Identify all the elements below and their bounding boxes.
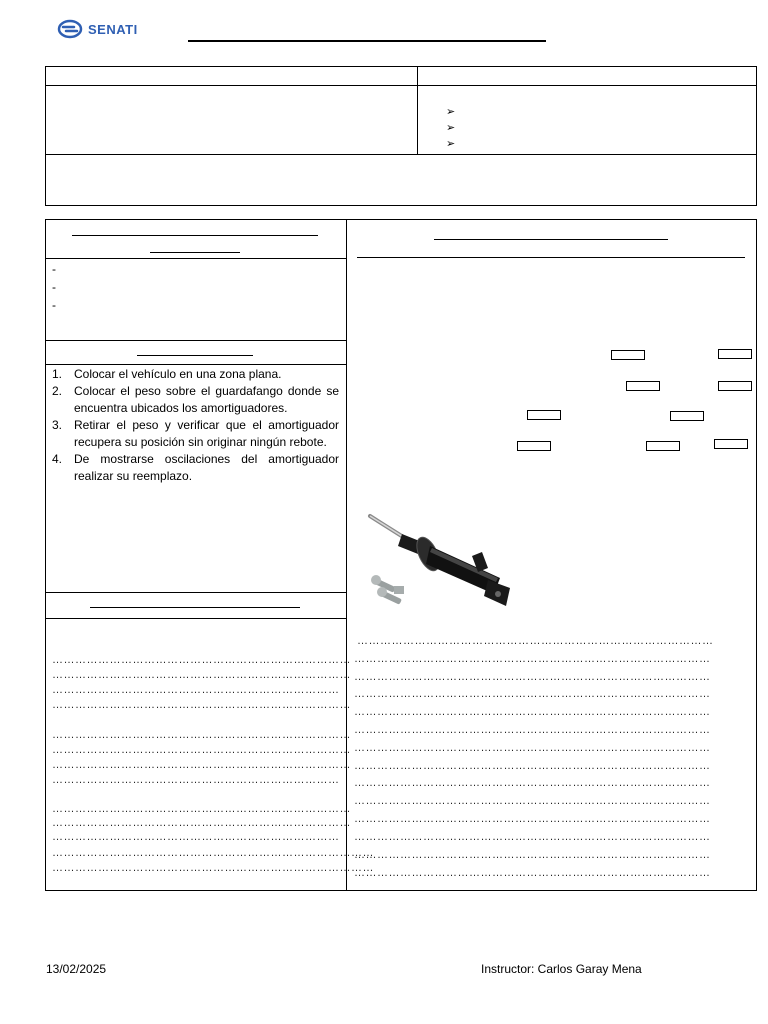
dotted-line: ………………………………………………………………………………… [354, 831, 711, 843]
materials-dash: - [52, 298, 56, 312]
diagram-label-box [611, 350, 645, 360]
dotted-line: ………………………………………………………………………………… [354, 671, 711, 683]
diagram-label-box [626, 381, 660, 391]
procedure-step: 1. Colocar el vehículo en una zona plana. [52, 367, 282, 381]
dotted-line: …………………………………………………………………… [52, 729, 351, 741]
procedure-step: 3. Retirar el peso y verificar que el amortiguador recupera su posición sin originar ningún rebote. [52, 418, 339, 449]
senati-logo-icon [58, 20, 82, 38]
info-table-row-divider [45, 85, 757, 86]
left-divider [45, 364, 346, 365]
diagram-label-box [714, 439, 748, 449]
dotted-line: …………………………………………………………………… [52, 803, 351, 815]
dotted-line: …………………………………………………………………… [52, 654, 351, 666]
dotted-line: ………………………………………………………………………………… [354, 653, 711, 665]
left-divider [45, 340, 346, 341]
bullet-arrow: ➢ [446, 106, 456, 118]
left-header-title-line [72, 235, 318, 236]
procedure-list [52, 366, 339, 485]
observations-title-line [90, 607, 300, 608]
dotted-line: …………………………………………………………………… [52, 744, 351, 756]
dotted-line: ………………………………………………………………………………… [354, 777, 711, 789]
diagram-label-box [527, 410, 561, 420]
brand-name: SENATI [88, 21, 138, 37]
dotted-line: ………………………………………………………………… [52, 684, 340, 696]
dotted-line: ………………………………………………………………………………… [354, 813, 711, 825]
diagram-label-box [646, 441, 680, 451]
right-header-title-line [434, 239, 668, 240]
bullet-arrow: ➢ [446, 138, 456, 150]
diagram-label-box [718, 349, 752, 359]
left-divider [45, 618, 346, 619]
dotted-line: ………………………………………………………………………………… [354, 688, 711, 700]
dotted-line: …………………………………………………………………… [52, 669, 351, 681]
left-header-divider [45, 258, 346, 259]
materials-dash: - [52, 262, 56, 276]
main-table-col-divider [346, 219, 347, 891]
dotted-line: ………………………………………………………………… [52, 831, 340, 843]
procedure-step: 2. Colocar el peso sobre el guardafango donde se encuentra ubicados los amortiguadores. [52, 384, 339, 415]
shock-absorber-image [360, 508, 520, 618]
footer-instructor: Instructor: Carlos Garay Mena [481, 962, 642, 976]
dotted-line: ………………………………………………………………… [52, 774, 340, 786]
dotted-line: ………………………………………………………………………………… [354, 795, 711, 807]
materials-dash: - [52, 280, 56, 294]
dotted-line: ………………………………………………………………………………… [354, 867, 711, 879]
info-table [45, 66, 757, 206]
diagram-label-box [718, 381, 752, 391]
dotted-line: ………………………………………………………………………………… [354, 742, 711, 754]
footer-date: 13/02/2025 [46, 962, 107, 976]
dotted-line: ………………………………………………………………………… [52, 847, 374, 859]
dotted-line: …………………………………………………………………… [52, 817, 351, 829]
dotted-line: ………………………………………………………………………………… [354, 760, 711, 772]
senati-logo [58, 18, 138, 40]
dotted-line: …………………………………………………………………… [52, 759, 351, 771]
left-header-title-line [150, 252, 240, 253]
bullet-arrow: ➢ [446, 122, 456, 134]
dotted-line: ………………………………………………………………………………… [354, 706, 711, 718]
dotted-line: ………………………………………………………………………………… [354, 724, 711, 736]
diagram-label-box [670, 411, 704, 421]
left-divider [45, 592, 346, 593]
right-header-rule [357, 257, 745, 258]
title-underline [188, 40, 546, 42]
procedure-step: 4. De mostrarse oscilaciones del amortiguador realizar su reemplazo. [52, 452, 339, 483]
info-table-row-divider [45, 154, 757, 155]
dotted-line: …………………………………………………………………… [52, 699, 351, 711]
diagram-label-box [517, 441, 551, 451]
info-table-col-divider [417, 66, 418, 155]
procedure-title-line [137, 355, 253, 356]
dotted-line: ………………………………………………………………………………… [354, 849, 711, 861]
dotted-line: ………………………………………………………………………………… [357, 635, 714, 647]
dotted-line: ………………………………………………………………………… [52, 862, 374, 874]
